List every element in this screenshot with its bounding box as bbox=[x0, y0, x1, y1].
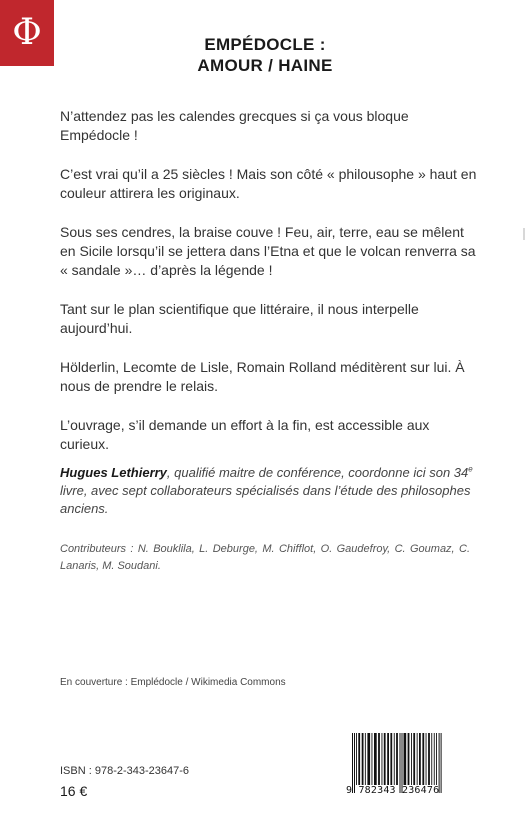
barcode-bar bbox=[404, 733, 407, 785]
barcode-bar bbox=[417, 733, 418, 785]
barcode-bar bbox=[362, 733, 364, 785]
barcode bbox=[351, 733, 461, 793]
barcode-bar bbox=[396, 733, 398, 785]
barcode-bar bbox=[402, 733, 403, 793]
author-name: Hugues Lethierry bbox=[60, 465, 167, 480]
barcode-bar bbox=[436, 733, 437, 785]
barcode-bar bbox=[372, 733, 373, 785]
author-bio-text-1: , qualifié maitre de conférence, coordonne ici son 34 bbox=[166, 465, 469, 480]
barcode-bar bbox=[413, 733, 415, 785]
blurb-paragraph-3: Sous ses cendres, la braise couve ! Feu, air, terre, eau se mêlent en Sicile lorsqu’il se jettera dans l’Etna et que le volcan renverra sa « sandale »… d’après la légende ! bbox=[60, 224, 476, 278]
barcode-bar bbox=[428, 733, 430, 785]
book-title bbox=[150, 34, 380, 76]
barcode-bar bbox=[439, 733, 440, 793]
isbn: ISBN : 978-2-343-23647-6 bbox=[60, 765, 190, 777]
barcode-bar bbox=[426, 733, 427, 785]
barcode-bar bbox=[390, 733, 392, 785]
blurb-paragraph-4: Tant sur le plan scientifique que littéraire, il nous interpelle aujourd’hui. bbox=[60, 301, 419, 336]
blurb-paragraph-2: C’est vrai qu’il a 25 siècles ! Mais son côté « philousophe » haut en couleur attirera les originaux. bbox=[60, 166, 477, 201]
barcode-bar bbox=[419, 733, 421, 785]
publisher-logo bbox=[0, 0, 54, 66]
barcode-bar bbox=[356, 733, 357, 785]
barcode-bar bbox=[434, 733, 435, 785]
barcode-bar bbox=[431, 733, 432, 785]
barcode-bar bbox=[400, 733, 401, 793]
barcode-bar bbox=[354, 733, 355, 793]
blurb-paragraph-5: Hölderlin, Lecomte de Lisle, Romain Rolland méditèrent sur lui. À nous de prendre le relais. bbox=[60, 359, 465, 394]
barcode-bar bbox=[358, 733, 360, 785]
title-line-2: AMOUR / HAINE bbox=[197, 56, 333, 75]
blurb bbox=[60, 107, 480, 474]
title-line-1: EMPÉDOCLE : bbox=[204, 35, 326, 54]
barcode-bar bbox=[408, 733, 410, 785]
cover-credit: En couverture : Emplédocle / Wikimedia Commons bbox=[60, 677, 286, 688]
phi-logo-icon: Φ bbox=[12, 12, 42, 53]
author-bio-superscript: e bbox=[468, 464, 473, 474]
barcode-bar bbox=[422, 733, 424, 785]
barcode-bar bbox=[384, 733, 386, 785]
blurb-paragraph-6: L’ouvrage, s’il demande un effort à la fin, est accessible aux curieux. bbox=[60, 417, 430, 452]
barcode-bar bbox=[365, 733, 366, 785]
barcode-bar bbox=[374, 733, 377, 785]
author-bio bbox=[60, 464, 480, 518]
author-bio-text-2: livre, avec sept collaborateurs spécialisés dans l’étude des philosophes anciens. bbox=[60, 483, 471, 516]
price: 16 € bbox=[60, 783, 88, 799]
barcode-bar bbox=[411, 733, 412, 785]
barcode-digits: 9 782343 236476 bbox=[346, 785, 440, 796]
barcode-bar bbox=[367, 733, 370, 785]
barcode-bar bbox=[378, 733, 380, 785]
barcode-bar bbox=[352, 733, 353, 793]
barcode-bar bbox=[387, 733, 389, 785]
blurb-paragraph-1: N’attendez pas les calendes grecques si ça vous bloque Empédocle ! bbox=[60, 108, 409, 143]
barcode-bar bbox=[441, 733, 442, 793]
barcode-bar bbox=[394, 733, 395, 785]
contributors: Contributeurs : N. Bouklila, L. Deburge, M. Chifflot, O. Gaudefroy, C. Goumaz, C. Lanaris, M. Soudani. bbox=[60, 543, 470, 572]
barcode-bar bbox=[382, 733, 383, 785]
